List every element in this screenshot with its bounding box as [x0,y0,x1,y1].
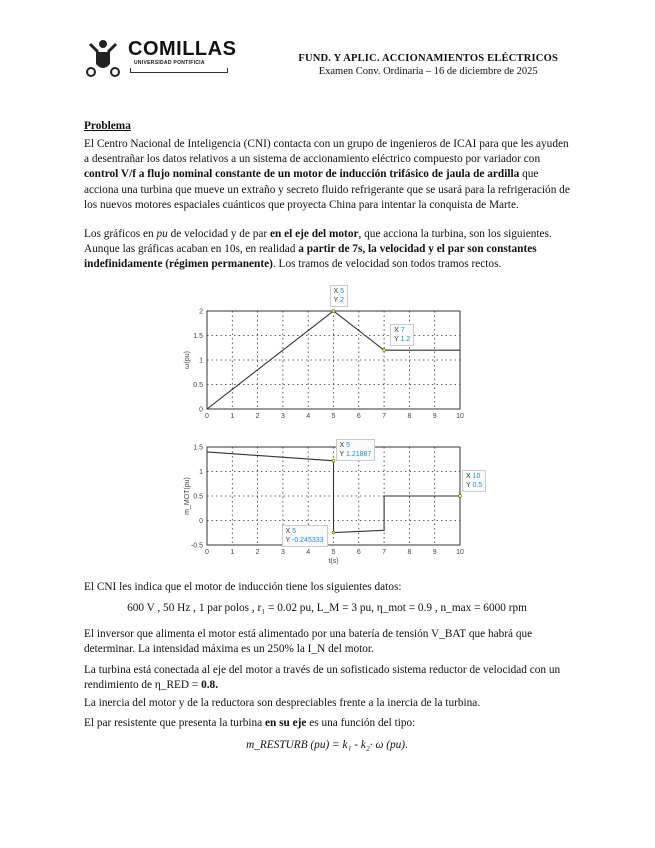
datatip-marker [459,495,462,498]
paragraph-inertia: La inercia del motor y de la reductora son despreciables frente a la inercia de la turbina. [84,697,481,709]
y-tick-label: 1.5 [193,333,203,340]
paragraph-intro: El Centro Nacional de Inteligencia (CNI) contacta con un grupo de ingenieros de ICAI para que les ayuden a desentrañar los datos relativos a un sistema de accionamiento eléctrico compuesto por variador con control V/f a flujo nominal constante de un motor de inducción trifásico de jaula de ardilla que acciona una turbina que mueve un extraño y secreto fluido refrigerante que se usará para la refrigeración de los nuevos motores espaciales cuánticos que proyecta China para intentar la conquista de Marte. [84,138,570,211]
x-tick-label: 10 [456,549,464,556]
exam-subtitle: Examen Conv. Ordinaria – 16 de diciembre de 2025 [318,66,538,77]
datatip: X 5 Y 1.21887 [336,439,376,461]
x-tick-label: 6 [356,413,361,420]
y-axis-label: m_MOT(pu) [184,477,191,515]
course-title: FUND. Y APLIC. ACCIONAMIENTOS ELÉCTRICOS [298,53,558,64]
y-tick-label: 1 [199,357,203,365]
x-tick-label: 3 [280,413,285,420]
x-tick-label: 1 [230,549,235,556]
datatip-marker [383,349,386,352]
x-tick-label: 9 [432,549,437,556]
y-tick-label: 1.5 [193,444,203,452]
paragraph-load-torque: El par resistente que presenta la turbina en su eje es una función del tipo: [84,717,416,729]
datatip-marker [332,531,335,534]
datatip-marker [332,310,335,313]
x-tick-label: 6 [356,549,361,556]
x-tick-label: 1 [230,413,235,420]
x-tick-label: 9 [432,413,437,420]
section-title: Problema [84,120,131,132]
motor-data: 600 V , 50 Hz , 1 par polos , r₁ = 0.02 pu, L_M = 3 pu, η_mot = 0.9 , n_max = 6000 rpm [127,602,527,614]
paragraph-graphs: Los gráficos en pu de velocidad y de par en el eje del motor, que acciona la turbina, son los siguientes. Aunque las gráficas acaban en 10s, en realidad a partir de 7s, la velocidad y el par son constantes indefinidamente (régimen permanente). Los tramos de velocidad son todos tramos rectos. [84,228,552,271]
x-tick-label: 8 [407,413,412,420]
datatip: X 10 Y 0.5 [462,470,486,492]
document-header [298,52,558,78]
datatip: X 5 Y -0.245333 [282,525,328,547]
x-tick-label: 0 [205,549,209,556]
paragraph-inverter: El inversor que alimenta el motor está alimentado por una batería de tensión V_BAT que habrá que determinar. La intensidad máxima es un 250% la I_N del motor. [84,628,533,656]
datatip: X 5 Y 2 [330,285,349,307]
x-tick-label: 8 [407,549,412,556]
series-line [207,452,460,533]
y-tick-label: 1 [199,469,203,476]
x-tick-label: 4 [306,549,311,556]
x-tick-label: 0 [205,413,209,420]
y-tick-label: 0 [199,406,203,414]
logo-bar [130,68,228,73]
y-tick-label: -0.5 [190,542,203,550]
x-tick-label: 4 [306,413,311,420]
x-tick-label: 7 [382,549,387,556]
x-tick-label: 2 [255,413,260,420]
y-axis-label: ω(pu) [184,351,191,369]
y-tick-label: 2 [199,308,203,316]
x-tick-label: 7 [382,413,387,420]
logo-subtitle: UNIVERSIDAD PONTIFICIA [134,60,205,66]
university-logo [84,38,237,80]
x-tick-label: 5 [331,413,336,420]
x-tick-label: 3 [280,549,285,556]
logo-name: COMILLAS [128,38,237,60]
y-tick-label: 0.5 [193,382,203,389]
y-tick-label: 0.5 [193,493,203,501]
torque-chart [180,440,480,575]
x-tick-label: 2 [255,549,260,556]
x-axis-label: t(s) [328,558,339,565]
crest-icon [84,38,122,78]
paragraph-reducer: La turbina está conectada al eje del motor a través de un sofisticado sistema reductor de velocidad con un rendimiento de η_RED = 0.8. [84,664,561,692]
x-tick-label: 5 [331,549,336,556]
x-tick-label: 10 [456,413,464,420]
paragraph-motor-intro: El CNI les indica que el motor de inducción tiene los siguientes datos: [84,581,402,593]
y-tick-label: 0 [199,518,203,525]
datatip: X 7 Y 1.2 [390,324,414,346]
load-torque-formula: m_RESTURB (pu) = k₁ - k₂· ω (pu). [246,739,408,751]
